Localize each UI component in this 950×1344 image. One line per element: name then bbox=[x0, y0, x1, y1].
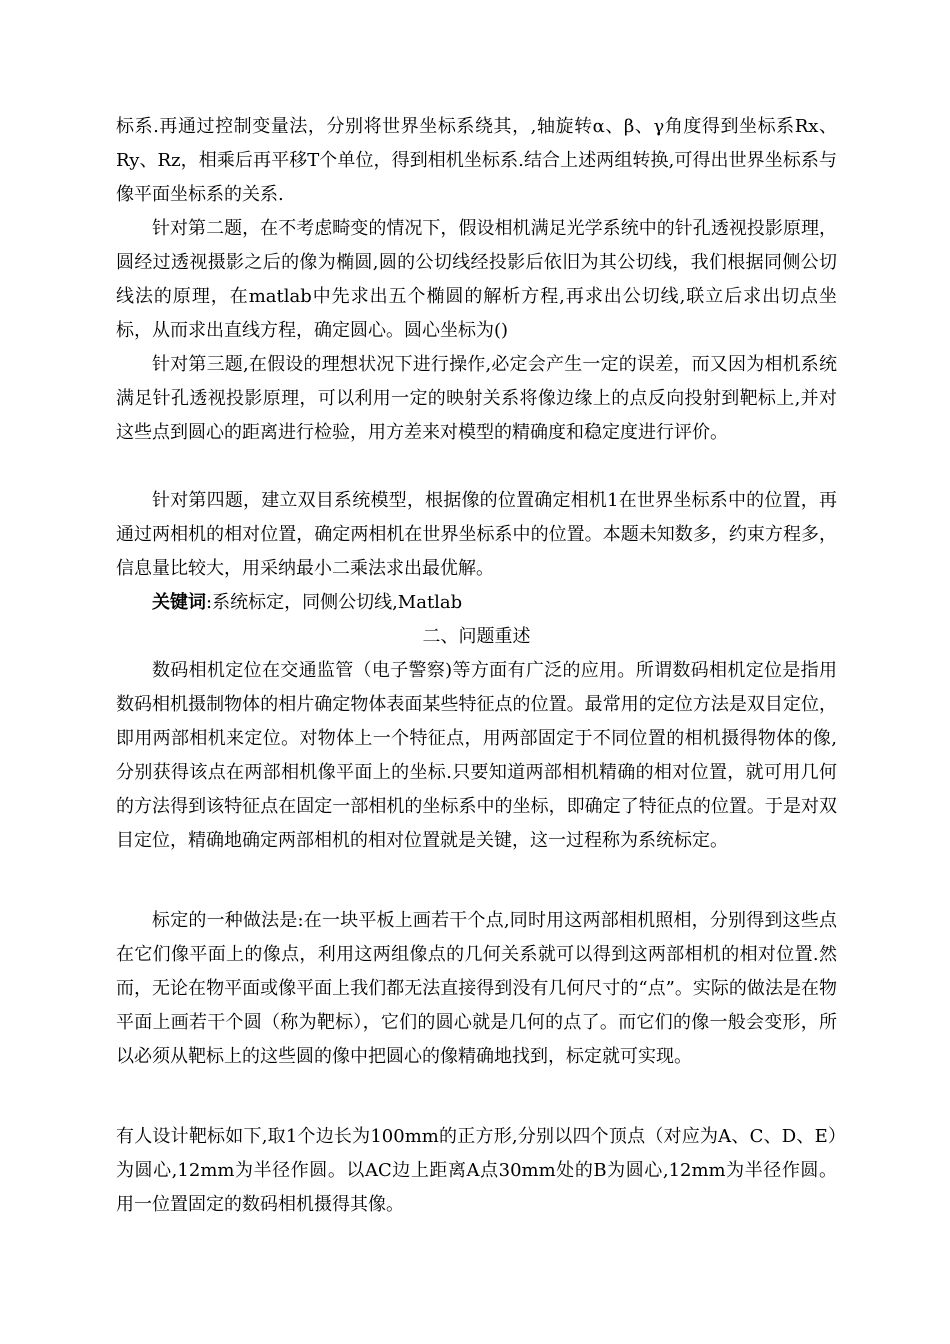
section-heading: 二、问题重述 bbox=[422, 626, 531, 647]
paragraph-coordinate-transform: 标系.再通过控制变量法，分别将世界坐标系绕其，,轴旋转α、β、γ角度得到坐标系Rx、Ry、Rz，相乘后再平移T个单位，得到相机坐标系.结合上述两组转换,可得出世界坐标系与像平面坐标系的关系. bbox=[116, 116, 837, 205]
keywords-line bbox=[116, 586, 837, 620]
paragraph-question-three: 针对第三题,在假设的理想状况下进行操作,必定会产生一定的误差，而又因为相机系统满足针孔透视投影原理，可以利用一定的映射关系将像边缘上的点反向投射到靶标上,并对这些点到圆心的距离进行检验，用方差来对模型的精确度和稳定度进行评价。 bbox=[116, 354, 837, 443]
paragraph-problem-intro: 数码相机定位在交通监管（电子警察)等方面有广泛的应用。所谓数码相机定位是指用数码相机摄制物体的相片确定物体表面某些特征点的位置。最常用的定位方法是双目定位，即用两部相机来定位。对物体上一个特征点，用两部固定于不同位置的相机摄得物体的像,分别获得该点在两部相机像平面上的坐标.只要知道两部相机精确的相对位置，就可用几何的方法得到该特征点在固定一部相机的坐标系中的坐标，即确定了特征点的位置。于是对双目定位，精确地确定两部相机的相对位置就是关键，这一过程称为系统标定。 bbox=[116, 660, 837, 851]
paragraph-question-two: 针对第二题，在不考虑畸变的情况下，假设相机满足光学系统中的针孔透视投影原理，圆经过透视摄影之后的像为椭圆,圆的公切线经投影后依旧为其公切线，我们根据同侧公切线法的原理，在matlab中先求出五个椭圆的解析方程,再求出公切线,联立后求出切点坐标，从而求出直线方程，确定圆心。圆心坐标为() bbox=[116, 218, 837, 341]
keywords-text: :系统标定，同侧公切线,Matlab bbox=[206, 592, 463, 613]
paragraph-calibration-method: 标定的一种做法是:在一块平板上画若干个点,同时用这两部相机照相，分别得到这些点在它们像平面上的像点，利用这两组像点的几何关系就可以得到这两部相机的相对位置.然而，无论在物平面或像平面上我们都无法直接得到没有几何尺寸的“点”。实际的做法是在物平面上画若干个圆（称为靶标），它们的圆心就是几何的点了。而它们的像一般会变形，所以必须从靶标上的这些圆的像中把圆心的像精确地找到，标定就可实现。 bbox=[116, 910, 837, 1067]
paragraph-question-four: 针对第四题，建立双目系统模型，根据像的位置确定相机1在世界坐标系中的位置，再通过两相机的相对位置，确定两相机在世界坐标系中的位置。本题未知数多，约束方程多，信息量比较大，用采纳最小二乘法求出最优解。 bbox=[116, 490, 837, 579]
paragraph-target-design: 有人设计靶标如下,取1个边长为100mm的正方形,分别以四个顶点（对应为A、C、D、E）为圆心,12mm为半径作圆。以AC边上距离A点30mm处的B为圆心,12mm为半径作圆。用一位置固定的数码相机摄得其像。 bbox=[116, 1126, 837, 1215]
keywords-label: 关键词 bbox=[152, 592, 206, 613]
